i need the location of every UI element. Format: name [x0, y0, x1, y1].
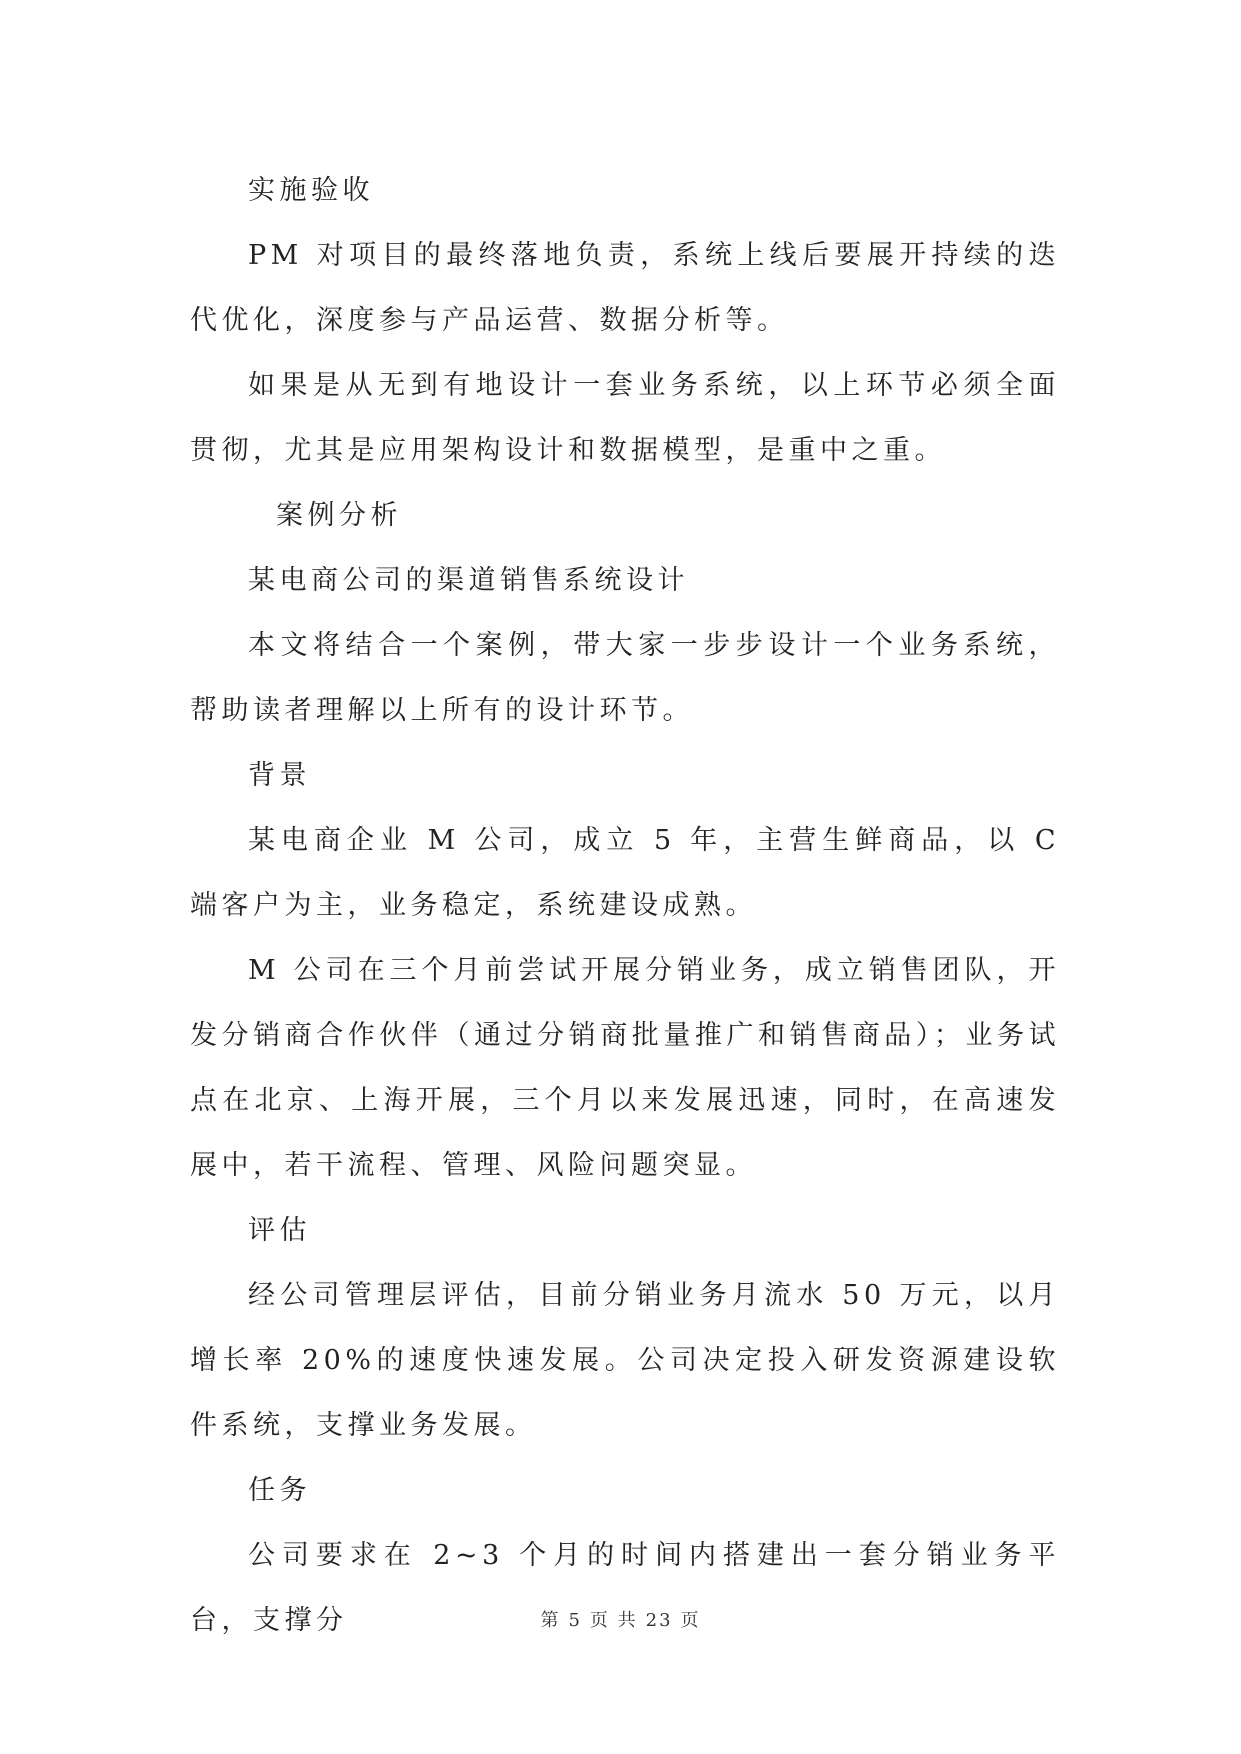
section-heading-acceptance: 实施验收	[248, 175, 374, 206]
page-body	[190, 158, 1060, 1653]
footer-suffix: 页	[680, 1610, 701, 1631]
paragraph: 如果是从无到有地设计一套业务系统，以上环节必须全面贯彻，尤其是应用架构设计和数据模型，是重中之重。	[190, 370, 1060, 466]
section-heading-case-study: 案例分析	[276, 500, 402, 531]
footer-current-page: 5	[568, 1610, 582, 1631]
section-heading-background: 背景	[248, 760, 311, 791]
paragraph: 经公司管理层评估，目前分销业务月流水 50 万元，以月增长率 20%的速度快速发展。公司决定投入研发资源建设软件系统，支撑业务发展。	[190, 1280, 1060, 1441]
paragraph: M 公司在三个月前尝试开展分销业务，成立销售团队，开发分销商合作伙伴（通过分销商批量推广和销售商品）；业务试点在北京、上海开展，三个月以来发展迅速，同时，在高速发展中，若干流程、管理、风险问题突显。	[190, 955, 1060, 1181]
paragraph: 公司要求在 2~3 个月的时间内搭建出一套分销业务平台，支撑分	[190, 1540, 1060, 1636]
footer-middle: 页 共	[589, 1610, 638, 1631]
footer-total-pages: 23	[645, 1610, 673, 1631]
case-title: 某电商公司的渠道销售系统设计	[248, 565, 689, 596]
section-heading-task: 任务	[248, 1475, 311, 1506]
paragraph: 某电商企业 M 公司，成立 5 年，主营生鲜商品，以 C 端客户为主，业务稳定，系统建设成熟。	[190, 825, 1060, 921]
footer-prefix: 第	[540, 1610, 561, 1631]
page-footer	[0, 1606, 1241, 1632]
paragraph: PM 对项目的最终落地负责，系统上线后要展开持续的迭代优化，深度参与产品运营、数据分析等。	[190, 240, 1060, 336]
paragraph: 本文将结合一个案例，带大家一步步设计一个业务系统，帮助读者理解以上所有的设计环节。	[190, 630, 1060, 726]
section-heading-assessment: 评估	[248, 1215, 311, 1246]
